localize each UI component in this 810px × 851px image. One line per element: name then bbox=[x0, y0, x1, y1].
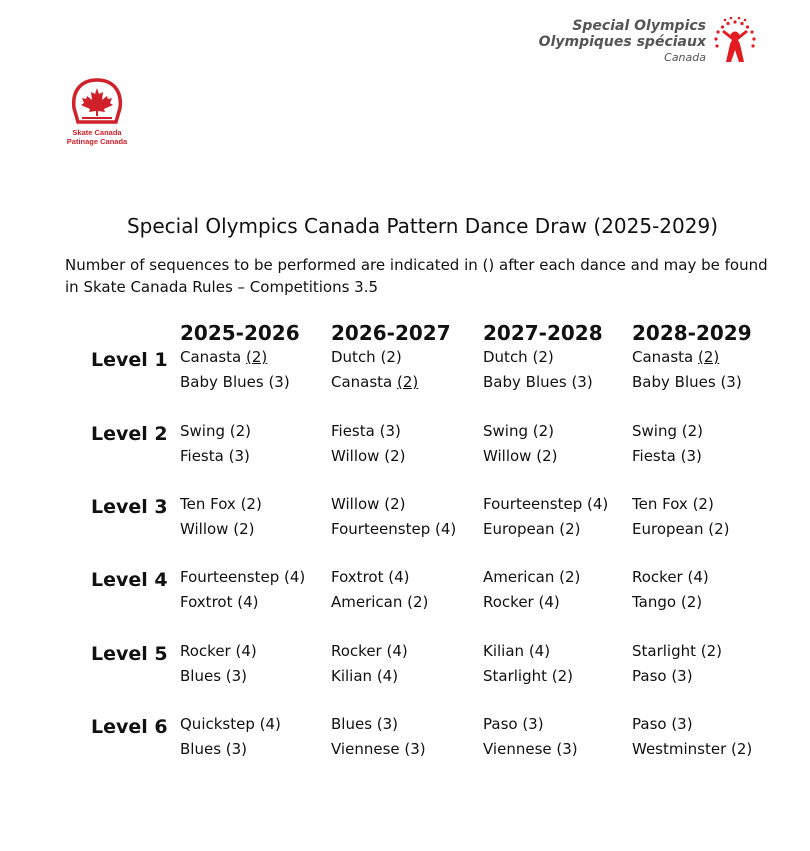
sequence-count: (2) bbox=[397, 373, 419, 391]
level-label: Level 1 bbox=[91, 349, 168, 371]
dance-name: Rocker bbox=[180, 642, 236, 660]
skate-canada-line1: Skate Canada bbox=[72, 128, 122, 137]
dance-entry bbox=[632, 740, 752, 758]
sequence-count: (3) bbox=[522, 715, 544, 733]
sequence-count: (3) bbox=[720, 373, 742, 391]
dance-entry bbox=[483, 447, 557, 465]
dance-entry bbox=[483, 593, 560, 611]
dance-entry bbox=[632, 593, 702, 611]
dance-name: Viennese bbox=[483, 740, 557, 758]
dance-entry bbox=[180, 667, 247, 685]
level-label: Level 4 bbox=[91, 569, 168, 591]
sequence-count: (4) bbox=[386, 642, 408, 660]
dance-entry bbox=[331, 715, 398, 733]
sequence-count: (3) bbox=[571, 373, 593, 391]
sequence-count: (4) bbox=[528, 642, 551, 660]
sequence-count: (2) bbox=[698, 348, 720, 366]
sequence-count: (4) bbox=[284, 568, 306, 586]
dance-name: Willow bbox=[180, 520, 234, 538]
dance-name: Paso bbox=[483, 715, 523, 733]
sequence-count: (2) bbox=[692, 495, 714, 513]
sequence-count: (4) bbox=[259, 715, 281, 733]
dance-entry bbox=[331, 348, 402, 366]
dance-name: Fourteenstep bbox=[483, 495, 588, 513]
dance-entry bbox=[483, 715, 544, 733]
sequence-count: (3) bbox=[376, 715, 399, 733]
dance-name: Blues bbox=[180, 667, 226, 685]
dance-entry bbox=[331, 593, 428, 611]
maple-leaf-skate-icon bbox=[68, 78, 126, 128]
skate-canada-wordmark bbox=[62, 128, 132, 146]
dance-name: Viennese bbox=[331, 740, 405, 758]
so-logo-line3: Canada bbox=[664, 51, 706, 64]
dance-entry bbox=[180, 642, 257, 660]
sequence-count: (2) bbox=[536, 447, 558, 465]
dance-name: Canasta bbox=[632, 348, 699, 366]
dance-entry bbox=[180, 348, 267, 366]
dance-name: Starlight bbox=[632, 642, 701, 660]
dance-name: Willow bbox=[331, 495, 385, 513]
sequence-count: (4) bbox=[237, 593, 259, 611]
dance-entry bbox=[632, 447, 702, 465]
sequence-count: (2) bbox=[407, 593, 429, 611]
dance-entry bbox=[483, 495, 608, 513]
sequence-count: (2) bbox=[384, 495, 406, 513]
dance-name: European bbox=[483, 520, 560, 538]
dance-name: Foxtrot bbox=[331, 568, 389, 586]
sequence-count: (3) bbox=[379, 422, 401, 440]
sequence-count: (2) bbox=[532, 422, 555, 440]
dance-name: Fiesta bbox=[180, 447, 229, 465]
dance-entry bbox=[632, 642, 722, 660]
dance-name: Baby Blues bbox=[180, 373, 269, 391]
dance-name: Baby Blues bbox=[632, 373, 721, 391]
sequence-count: (2) bbox=[233, 520, 255, 538]
sequence-count: (4) bbox=[435, 520, 457, 538]
dance-entry bbox=[331, 520, 456, 538]
dance-name: Paso bbox=[632, 667, 672, 685]
dance-name: Rocker bbox=[331, 642, 387, 660]
dance-name: Rocker bbox=[483, 593, 539, 611]
dance-entry bbox=[483, 520, 580, 538]
dance-entry bbox=[331, 422, 401, 440]
dance-entry bbox=[180, 593, 258, 611]
sequence-count: (2) bbox=[700, 642, 723, 660]
sequence-count: (3) bbox=[404, 740, 426, 758]
dance-entry bbox=[180, 715, 281, 733]
special-olympics-logo bbox=[520, 14, 770, 70]
level-label: Level 5 bbox=[91, 643, 168, 665]
dance-name: Dutch bbox=[331, 348, 381, 366]
dance-entry bbox=[331, 568, 409, 586]
sequence-count: (3) bbox=[680, 447, 702, 465]
document-title: Special Olympics Canada Pattern Dance Draw (2025-2029) bbox=[126, 214, 719, 238]
dance-entry bbox=[180, 495, 262, 513]
dance-name: Swing bbox=[180, 422, 230, 440]
so-logo-line1: Special Olympics bbox=[572, 18, 706, 34]
dance-entry bbox=[483, 642, 550, 660]
dance-name: Kilian bbox=[483, 642, 529, 660]
dance-entry bbox=[331, 373, 418, 391]
dance-name: Rocker bbox=[632, 568, 688, 586]
dance-entry bbox=[632, 520, 729, 538]
dance-entry bbox=[331, 447, 405, 465]
sequence-count: (3) bbox=[225, 667, 248, 685]
sequence-count: (4) bbox=[388, 568, 410, 586]
dance-entry bbox=[180, 568, 305, 586]
sequence-count: (3) bbox=[671, 667, 693, 685]
dance-entry bbox=[632, 667, 693, 685]
sequence-count: (3) bbox=[268, 373, 290, 391]
sequence-count: (3) bbox=[228, 447, 250, 465]
dance-entry bbox=[180, 373, 290, 391]
dance-entry bbox=[632, 373, 742, 391]
dance-entry bbox=[331, 642, 408, 660]
dance-name: Dutch bbox=[483, 348, 533, 366]
dance-name: Blues bbox=[180, 740, 226, 758]
dance-name: Fiesta bbox=[632, 447, 681, 465]
dance-entry bbox=[483, 667, 573, 685]
level-label: Level 2 bbox=[91, 423, 168, 445]
dance-entry bbox=[483, 740, 578, 758]
sequence-count: (4) bbox=[538, 593, 560, 611]
dance-entry bbox=[180, 520, 254, 538]
dance-entry bbox=[331, 495, 405, 513]
skate-canada-line2: Patinage Canada bbox=[66, 137, 128, 146]
dance-name: European bbox=[632, 520, 709, 538]
sequence-count: (3) bbox=[556, 740, 578, 758]
dance-name: Ten Fox bbox=[180, 495, 241, 513]
dance-entry bbox=[180, 422, 251, 440]
so-logo-line2: Olympiques spéciaux bbox=[538, 34, 706, 50]
sequence-count: (4) bbox=[587, 495, 609, 513]
skate-canada-logo bbox=[62, 78, 132, 148]
dance-entry bbox=[632, 422, 703, 440]
sequence-count: (4) bbox=[376, 667, 399, 685]
year-header: 2027-2028 bbox=[483, 321, 603, 345]
sequence-count: (2) bbox=[731, 740, 753, 758]
dance-entry bbox=[180, 447, 250, 465]
dance-name: Canasta bbox=[180, 348, 247, 366]
intro-paragraph: Number of sequences to be performed are indicated in () after each dance and may be found in Skate Canada Rules – Competitions 3.5 bbox=[65, 256, 768, 296]
dance-name: Quickstep bbox=[180, 715, 260, 733]
year-header: 2028-2029 bbox=[632, 321, 752, 345]
dance-name: Tango bbox=[632, 593, 681, 611]
sequence-count: (4) bbox=[687, 568, 709, 586]
dance-name: Willow bbox=[483, 447, 537, 465]
dance-name: Fourteenstep bbox=[180, 568, 285, 586]
dance-name: Ten Fox bbox=[632, 495, 693, 513]
dance-name: Foxtrot bbox=[180, 593, 238, 611]
sequence-count: (2) bbox=[229, 422, 252, 440]
dance-entry bbox=[180, 740, 247, 758]
dance-name: Paso bbox=[632, 715, 672, 733]
year-header: 2025-2026 bbox=[180, 321, 300, 345]
dance-name: Westminster bbox=[632, 740, 732, 758]
dance-entry bbox=[632, 715, 693, 733]
sequence-count: (2) bbox=[384, 447, 406, 465]
dance-entry bbox=[483, 568, 580, 586]
sequence-count: (2) bbox=[551, 667, 574, 685]
dance-entry bbox=[483, 373, 593, 391]
sequence-count: (4) bbox=[235, 642, 257, 660]
dance-name: Kilian bbox=[331, 667, 377, 685]
special-olympics-figure-icon bbox=[710, 14, 760, 70]
level-label: Level 3 bbox=[91, 496, 168, 518]
dance-entry bbox=[632, 568, 709, 586]
dance-name: Fiesta bbox=[331, 422, 380, 440]
year-header: 2026-2027 bbox=[331, 321, 451, 345]
dance-name: American bbox=[483, 568, 560, 586]
dance-name: Starlight bbox=[483, 667, 552, 685]
sequence-count: (2) bbox=[380, 348, 402, 366]
dance-name: American bbox=[331, 593, 408, 611]
sequence-count: (2) bbox=[532, 348, 554, 366]
sequence-count: (2) bbox=[246, 348, 268, 366]
dance-name: Canasta bbox=[331, 373, 398, 391]
sequence-count: (2) bbox=[559, 568, 581, 586]
dance-entry bbox=[331, 740, 426, 758]
sequence-count: (2) bbox=[240, 495, 262, 513]
dance-name: Swing bbox=[632, 422, 682, 440]
sequence-count: (2) bbox=[680, 593, 703, 611]
dance-name: Blues bbox=[331, 715, 377, 733]
sequence-count: (2) bbox=[708, 520, 730, 538]
sequence-count: (2) bbox=[681, 422, 704, 440]
sequence-count: (2) bbox=[559, 520, 581, 538]
dance-entry bbox=[632, 495, 714, 513]
dance-entry bbox=[632, 348, 719, 366]
dance-entry bbox=[483, 422, 554, 440]
dance-name: Baby Blues bbox=[483, 373, 572, 391]
sequence-count: (3) bbox=[671, 715, 693, 733]
sequence-count: (3) bbox=[225, 740, 248, 758]
dance-name: Willow bbox=[331, 447, 385, 465]
dance-name: Fourteenstep bbox=[331, 520, 436, 538]
level-label: Level 6 bbox=[91, 716, 168, 738]
dance-entry bbox=[331, 667, 398, 685]
dance-entry bbox=[483, 348, 554, 366]
dance-name: Swing bbox=[483, 422, 533, 440]
